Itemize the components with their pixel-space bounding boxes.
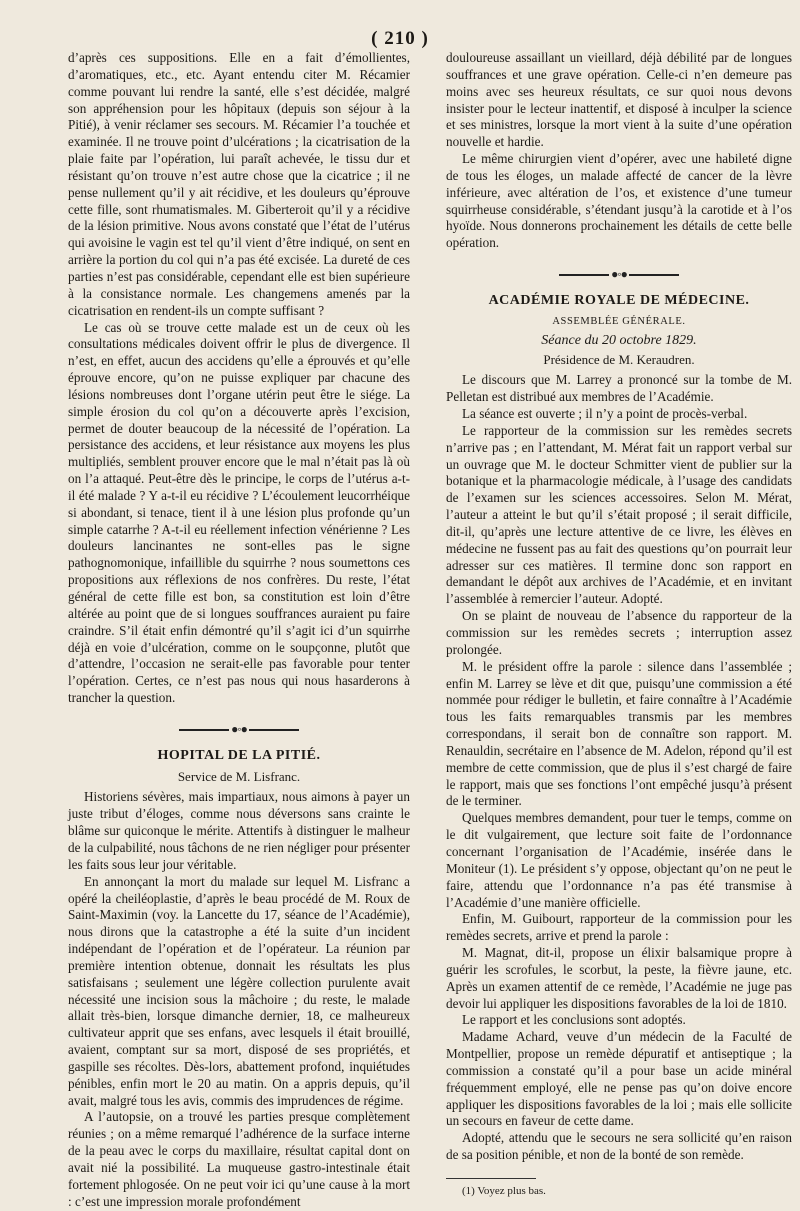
footnote-rule: [446, 1178, 536, 1179]
section-title: ACADÉMIE ROYALE DE MÉDECINE.: [488, 292, 750, 308]
footnote: (1) Voyez plus bas.: [462, 1185, 546, 1197]
paragraph: Le cas où se trouve cette malade est un de ceux où les consultations médicales doivent offrir le plus de divergence. Il n’est, en effet, aucun des accidens qu’elle a éprouvés et qu’elle éprouve encore, qu’on ne puisse expliquer par chacune des lésions nombreuses dont l’organe utérin peut être le siége. La simple érosion du col qu’on a découverte après l’excision, permet de douter beaucoup de la nécessité de l’opération. La persistance des accidens, et leur résistance aux moyens les plus multipliés, semblent prouver encore que le mal n’était pas là où on l’a attaqué. Peut-être dès le principe, le corps de l’utérus a-t-il été malade ? Y a-t-il eu récidive ? L’écoulement leucorrhéique si abondant, si tenace, tient il à une lésion plus profonde qu’un simple catarrhe ? A-t-il eu réellement infection vénérienne ? Les douleurs lancinantes ne sont-elles pas le signe pathognomonique, infaillible du squirrhe ? nous soumettons ces propositions aux réflexions de nos confrères. Du reste, l’état général de cette fille est bon, sa constitution est loin d’être altérée au point que de si longues souffrances auraient pu faire craindre. S’il était enfin démontré qu’il s’agit ici d’un squirrhe déjà en voie d’ulcération, comme on le soupçonne, plutôt que d’attendre, l’occasion ne serait-elle pas favorable pour tenter l’opération. Certes, ce n’est pas nous qui nous hasarderons à trancher la question.: [68, 319, 410, 706]
paragraph: Quelques membres demandent, pour tuer le temps, comme on le dit vulgairement, que lecture soit faite de l’ordonnance concernant l’organisation de l’Académie, insérée dans le Moniteur (1). Le président s’y oppose, objectant qu’on ne peut le faire, attendu que l’ordonnance n’a pas été transmise à l’Académie d’une manière officielle.: [446, 810, 792, 910]
paragraph: M. Magnat, dit-il, propose un élixir balsamique propre à guérir les scrofules, le scorbut, la peste, la fièvre jaune, etc. Après un examen attentif de ce remède, l’Académie ne juge pas devoir lui appliquer les dispositions favorables de la loi de 1810.: [446, 945, 792, 1011]
paragraph: Historiens sévères, mais impartiaux, nous aimons à payer un juste tribut d’éloges, comme nous déversons sans crainte le blâme sur quiconque le mérite. Attentifs à distinguer le malheur de la culpabilité, nous tâchons de ne rien négliger pour présenter les faits sous leur jour véritable.: [68, 789, 410, 872]
paragraph: La séance est ouverte ; il n’y a point de procès-verbal.: [462, 406, 748, 422]
paragraph: Le rapport et les conclusions sont adoptés.: [462, 1012, 686, 1028]
ornamental-divider: ●◦●: [446, 266, 792, 283]
paragraph: M. le président offre la parole : silence dans l’assemblée ; enfin M. Larrey se lève et dit que, puisqu’une commission a été nommée pour rédiger le bulletin, et faire connaître à l’Académie tous les faits remarquables transmis par les membres correspondans, il serait bon de connaître son rapport. M. Renauldin, secrétaire en l’absence de M. Adelon, répond qu’il est membre de cette commission, que de plus il s’est chargé de faire le rapport, mais que ses fonctions l’ont empêché jusqu’à présent de le terminer.: [446, 658, 792, 809]
session-date: Séance du 20 octobre 1829.: [541, 332, 697, 348]
paragraph: Enfin, M. Guibourt, rapporteur de la commission pour les remèdes secrets, arrive et prend la parole :: [446, 911, 792, 944]
paragraph: d’après ces suppositions. Elle en a fait d’émollientes, d’aromatiques, etc., etc. Ayant entendu citer M. Récamier comme pouvant lui rendre la santé, elle s’est décidée, malgré son appréhension pour les hôpitaux (depuis son séjour à la Pitié), à venir réclamer ses secours. M. Récamier l’a touchée et examinée. Il ne trouve point d’ulcérations ; la cicatrisation de la plaie faite par l’opération, lui paraît achevée, le tissu dur et résistant qu’on trouve n’est autre chose que la cicatrice ; il ne pense nullement qu’il y ait récidive, et les douleurs qu’éprouve cette fille, sont rhumatismales. M. Giberteroit qu’il y a récidive de la lésion primitive. Nous avons constaté que l’état de l’utérus qui avoisine le vagin est tel qu’il vient d’être indiqué, on sent en arrière la portion du col qui n’a pas été excisée. La dureté de ces parties n’est pas considérable, cependant elle est bien supérieure à la consistance normale. Les changemens amenés par la cicatrisation en rendent-ils un compte suffisant ?: [68, 50, 410, 318]
presidency-line: Présidence de M. Keraudren.: [543, 351, 695, 367]
paragraph: douloureuse assaillant un vieillard, déjà débilité par de longues souffrances et une grave opération. Celle-ci n’en demeure pas moins avec ses heureux résultats, ce sur quoi nous devons insister pour le lecteur inattentif, et disposé à inculper la science et ses ministres, lorsque la mort vient à la suite d’une opération nouvelle et hardie.: [446, 50, 792, 150]
paragraph: Adopté, attendu que le secours ne sera sollicité qu’en raison de sa position pénible, et non de la bonté de son remède.: [446, 1130, 792, 1163]
paragraph: A l’autopsie, on a trouvé les parties presque complètement réunies ; on a même remarqué l’adhérence de la surface interne de la peau avec le corps du maxillaire, résultat capital dont on avait nié la possibilité. La muqueuse gastro-intestinale était fortement phlogosée. On ne peut voir ici qu’une cause à la mort : c’est une impression morale profondément: [68, 1109, 410, 1209]
paragraph: Le discours que M. Larrey a prononcé sur la tombe de M. Pelletan est distribué aux membres de l’Académie.: [446, 372, 792, 405]
paragraph: Le rapporteur de la commission sur les remèdes secrets n’arrive pas ; en l’attendant, M. Mérat fait un rapport verbal sur un ouvrage que M. le docteur Schmitter vient de publier sur la botanique et la pharmacologie médicale, à l’usage des candidats de l’examen sur les sciences accessoires. Selon M. Mérat, l’auteur a atteint le but qu’il s’était proposé ; il serait difficile, dit-il, qu’après une lecture attentive de ce livre, les élèves en médecine ne fussent pas au fait des questions qu’on pourrait leur adresser sur ces matières. Il termine donc son rapport en demandant le dépôt aux archives de l’Académie, et en invitant l’assemblée à remercier l’auteur. Adopté.: [446, 422, 792, 607]
paragraph: Madame Achard, veuve d’un médecin de la Faculté de Montpellier, propose un remède dépuratif et antiseptique ; la commission a constaté qu’il a pour base un acide minéral fréquemment employé, elle ne pense pas qu’on doive encore appliquer les dispositions favorables de la loi ; mais elle sollicite un secours en faveur de cette dame.: [446, 1029, 792, 1129]
right-column: [446, 50, 792, 1200]
paragraph: En annonçant la mort du malade sur lequel M. Lisfranc a opéré la cheiléoplastie, d’après le beau procédé de M. Roux de Saint-Maximin (voy. la Lancette du 17, séance de l’Académie), nous dirons que la catastrophe a été la suite d’un incident indépendant de l’opération et de l’opérateur. La réunion par première intention obtenue, donnait les résultats les plus satisfaisans ; seulement une légère collection purulente avait nécessité une incision sous la mâchoire ; du reste, le malade allait très-bien, lorsque dimanche dernier, 18, ce malheureux cultivateur apprit que ses enfans, avec lesquels il était brouillé, avaient, comptant sur sa mort, disposé de ses propriétés, et gaspille ses récoltes. Dès-lors, abattement profond, inquiétudes pénibles, enfin mort le 20 au matin. On a appris depuis, qu’il avait, malgré tous les avis, commis des imprudences de régime.: [68, 873, 410, 1108]
paragraph: Le même chirurgien vient d’opérer, avec une habileté digne de tous les éloges, un malade affecté de cancer de la lèvre inférieure, avec altération de l’os, et existence d’une tumeur squirrheuse considérable, s’étendant jusqu’à la carotide et à l’os hyoïde. Nous donnerons prochainement les détails de cette belle opération.: [446, 151, 792, 251]
assembly-heading: ASSEMBLÉE GÉNÉRALE.: [552, 315, 686, 327]
section-title: HOPITAL DE LA PITIÉ.: [157, 747, 321, 763]
page-number: ( 210 ): [371, 28, 429, 49]
ornamental-divider: ●◦●: [68, 721, 410, 738]
paragraph: On se plaint de nouveau de l’absence du rapporteur de la commission sur les remèdes secrets ; interruption assez prolongée.: [446, 608, 792, 657]
section-subtitle: Service de M. Lisfranc.: [177, 768, 301, 784]
left-column: [68, 50, 410, 1211]
